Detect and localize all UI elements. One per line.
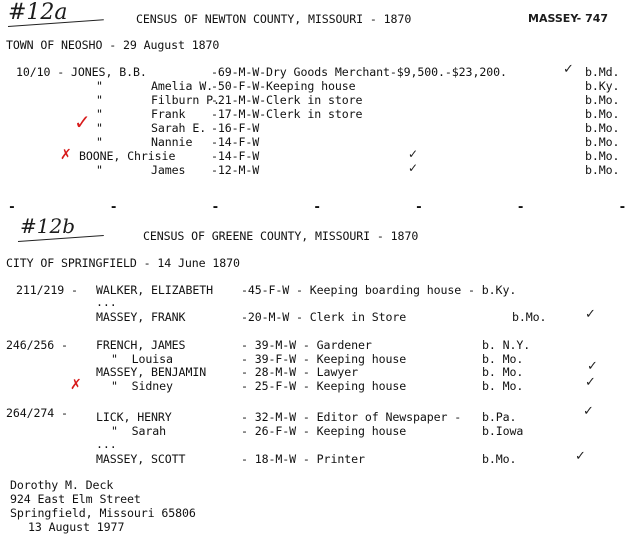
row-french-james-detail: - 39-M-W - Gardener — [241, 338, 372, 352]
newton-census-title: CENSUS OF NEWTON COUNTY, MISSOURI - 1870 — [136, 12, 412, 26]
row-lick-henry-birth: b.Pa. — [482, 410, 517, 424]
row-sidney-detail: - 25-F-W - Keeping house — [241, 379, 407, 393]
row-frank-birth: b.Mo. — [585, 107, 620, 121]
red-check-mark-icon: ✓ — [74, 110, 91, 134]
row-lick-henry-detail: - 32-M-W - Editor of Newspaper - — [241, 410, 462, 424]
row-massey-benjamin-detail: - 28-M-W - Lawyer — [241, 365, 358, 379]
check-mark-icon: ✓ — [585, 307, 596, 322]
row-james: " James — [96, 163, 186, 177]
check-mark-icon: ✓ — [587, 359, 598, 374]
row-jones-bb-birth: b.Md. — [585, 65, 620, 79]
page-separator: - - - - - - - — [8, 200, 627, 215]
household-number: 264/274 - — [6, 406, 68, 420]
row-massey-frank-birth: b.Mo. — [512, 310, 547, 324]
handwritten-label-12a: #12a — [8, 0, 68, 25]
row-jones-bb-detail: -69-M-W-Dry Goods Merchant-$9,500.-$23,200. — [211, 65, 507, 79]
check-mark-icon: ✓ — [575, 449, 586, 464]
row-massey-scott: MASSEY, SCOTT — [96, 452, 186, 466]
row-walker-elizabeth-detail: -45-F-W - Keeping boarding house - b.Ky. — [241, 283, 517, 297]
row-massey-benjamin-birth: b. Mo. — [482, 365, 524, 379]
row-sidney-birth: b. Mo. — [482, 379, 524, 393]
row-sidney: " Sidney — [111, 379, 173, 393]
row-amelia-birth: b.Ky. — [585, 79, 620, 93]
row-nannie-detail: -14-F-W — [211, 135, 260, 149]
row-french-james-birth: b. N.Y. — [482, 338, 531, 352]
row-nannie: " Nannie — [96, 135, 193, 149]
row-ellipsis: ... — [96, 437, 117, 451]
row-boone-chrisie: BOONE, Chrisie — [79, 149, 176, 163]
row-frank-detail: -17-M-W-Clerk in store — [211, 107, 363, 121]
town-line: TOWN OF NEOSHO - 29 August 1870 — [6, 38, 220, 52]
row-louisa-birth: b. Mo. — [482, 352, 524, 366]
greene-census-title: CENSUS OF GREENE COUNTY, MISSOURI - 1870 — [143, 229, 419, 243]
household-number: 211/219 - — [16, 283, 78, 297]
check-mark-icon: ✓ — [408, 161, 419, 175]
row-sarah-detail: - 26-F-W - Keeping house — [241, 424, 407, 438]
city-line: CITY OF SPRINGFIELD - 14 June 1870 — [6, 256, 240, 270]
row-filburn-birth: b.Mo. — [585, 93, 620, 107]
row-massey-scott-detail: - 18-M-W - Printer — [241, 452, 365, 466]
signature-street: 924 East Elm Street — [10, 492, 141, 506]
row-sarah: " Sarah — [111, 424, 167, 438]
signature-date: 13 August 1977 — [28, 520, 125, 534]
row-lick-henry: LICK, HENRY — [96, 410, 172, 424]
row-jones-bb — [16, 65, 147, 79]
row-massey-frank: MASSEY, FRANK — [96, 310, 186, 324]
household-number: 246/256 - — [6, 338, 68, 352]
row-walker-elizabeth: WALKER, ELIZABETH — [96, 283, 213, 297]
row-massey-frank-detail: -20-M-W - Clerk in Store — [241, 310, 407, 324]
row-boone-chrisie-birth: b.Mo. — [585, 149, 620, 163]
row-boone-chrisie-detail: -14-F-W — [211, 149, 260, 163]
check-mark-icon: ✓ — [408, 147, 419, 161]
check-mark-icon: ✓ — [563, 62, 574, 77]
row-james-detail: -12-M-W — [211, 163, 260, 177]
row-james-birth: b.Mo. — [585, 163, 620, 177]
row-massey-benjamin: MASSEY, BENJAMIN — [96, 365, 207, 379]
row-sarah-e-birth: b.Mo. — [585, 121, 620, 135]
row-louisa: " Louisa — [111, 352, 173, 366]
row-prefix: 10/10 - JONES, B.B. — [16, 65, 147, 79]
row-massey-scott-birth: b.Mo. — [482, 452, 517, 466]
red-x-mark-icon: ✗ — [60, 147, 72, 163]
red-x-mark-icon: ✗ — [70, 377, 82, 393]
handwritten-label-12b: #12b — [20, 214, 76, 238]
row-french-james: FRENCH, JAMES — [96, 338, 186, 352]
signature-city: Springfield, Missouri 65806 — [10, 506, 196, 520]
row-sarah-e: " Sarah E. — [96, 121, 207, 135]
row-filburn-detail: -21-M-W-Clerk in store — [211, 93, 363, 107]
row-filburn: " Filburn P. — [96, 93, 220, 107]
row-amelia: " Amelia W. — [96, 79, 213, 93]
row-frank: " Frank — [96, 107, 186, 121]
check-mark-icon: ✓ — [585, 375, 596, 390]
row-sarah-e-detail: -16-F-W — [211, 121, 260, 135]
row-sarah-birth: b.Iowa — [482, 424, 524, 438]
row-amelia-detail: -50-F-W-Keeping house — [211, 79, 356, 93]
top-right-note: MASSEY- 747 — [528, 12, 609, 25]
row-ellipsis: ... — [96, 295, 117, 309]
row-louisa-detail: - 39-F-W - Keeping house — [241, 352, 407, 366]
signature-name: Dorothy M. Deck — [10, 478, 114, 492]
check-mark-icon: ✓ — [583, 404, 594, 419]
row-nannie-birth: b.Mo. — [585, 135, 620, 149]
